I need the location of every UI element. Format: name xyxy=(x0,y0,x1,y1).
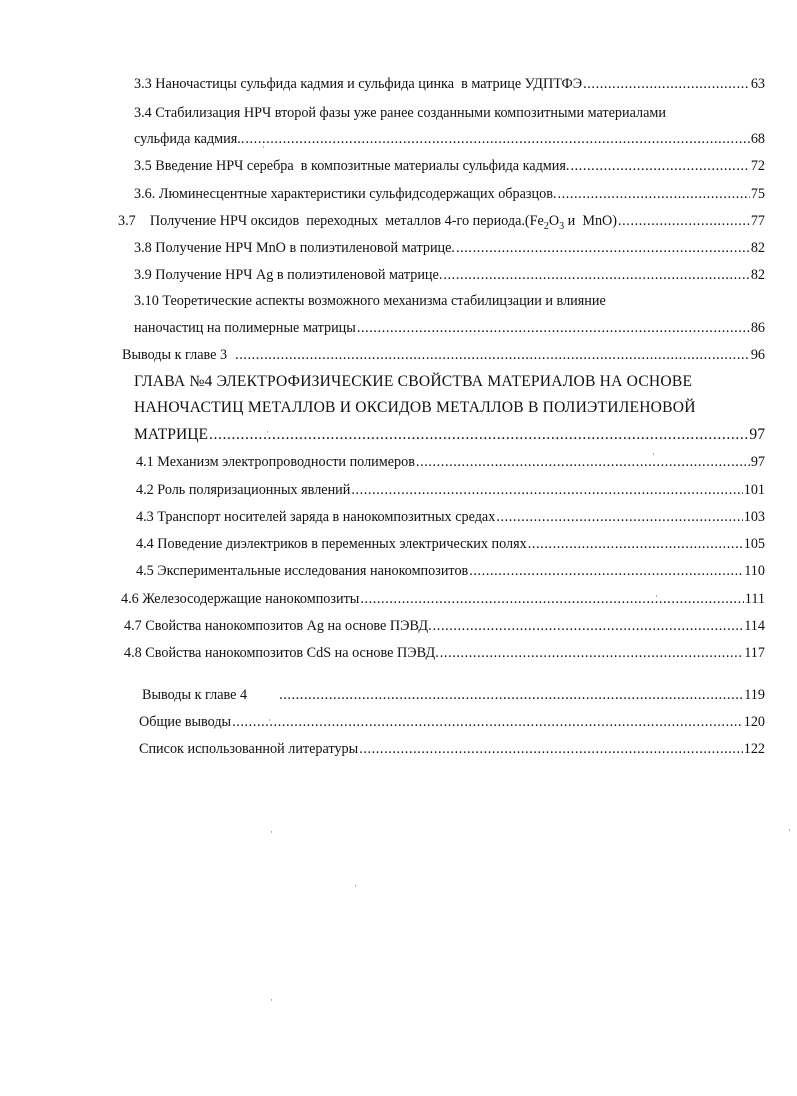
toc-entry-title: 3.7 Получение НРЧ оксидов переходных металлов 4-го $периода.(Fe_2O_3$ и MnO) xyxy=(118,213,618,232)
toc-entry-4-7[interactable] xyxy=(124,617,765,635)
leader-dots xyxy=(618,212,750,230)
toc-entry-conclusions-4[interactable] xyxy=(142,686,765,704)
chapter-4-heading-line2[interactable]: НАНОЧАСТИЦ МЕТАЛЛОВ И ОКСИДОВ МЕТАЛЛОВ В ПОЛИЭТИЛЕНОВОЙ xyxy=(134,399,696,416)
toc-entry-title: сульфида кадмия.. xyxy=(134,131,245,147)
toc-page-number: 105 xyxy=(743,536,765,552)
leader-dots xyxy=(351,481,742,499)
leader-dots xyxy=(279,686,743,704)
toc-page-number: 82 xyxy=(750,267,765,283)
leader-dots xyxy=(440,644,743,662)
toc-page-number: 114 xyxy=(744,618,765,634)
toc-entry-title: 4.7 Свойства нанокомпозитов Ag на основе ПЭВД. xyxy=(124,618,432,634)
toc-entry-3-7[interactable] xyxy=(118,212,765,236)
toc-entry-3-4[interactable] xyxy=(134,130,765,148)
toc-entry-4-1[interactable] xyxy=(136,453,765,471)
leader-dots xyxy=(456,239,750,257)
toc-entry-3-6[interactable] xyxy=(134,185,765,203)
leader-dots xyxy=(433,617,744,635)
scan-speck: · xyxy=(268,715,271,725)
toc-entry-4-3[interactable] xyxy=(136,508,765,526)
toc-entry-3-4-line1[interactable]: 3.4 Стабилизация НРЧ второй фазы уже ранее созданными композитными материалами xyxy=(134,105,666,121)
toc-page-number: 75 xyxy=(750,186,765,202)
toc-entry-3-9[interactable] xyxy=(134,266,765,284)
toc-entry-3-5[interactable] xyxy=(134,157,765,175)
toc-entry-4-8[interactable] xyxy=(124,644,765,662)
toc-entry-4-2[interactable] xyxy=(136,481,765,499)
leader-dots xyxy=(469,562,743,580)
toc-page-number: 82 xyxy=(750,240,765,256)
toc-entry-3-10[interactable] xyxy=(134,319,765,337)
toc-entry-4-4[interactable] xyxy=(136,535,765,553)
toc-entry-title: 3.6. Люминесцентные характеристики сульфидсодержащих образцов. xyxy=(134,186,557,202)
leader-dots xyxy=(583,75,750,93)
scan-speck: · xyxy=(262,142,265,152)
toc-page-number: 77 xyxy=(750,213,765,229)
toc-entry-title: 4.5 Экспериментальные исследования нанокомпозитов xyxy=(136,563,469,579)
leader-dots xyxy=(232,713,743,731)
scan-speck: · xyxy=(652,449,655,459)
toc-page-number: 110 xyxy=(744,563,765,579)
toc-entry-title: 3.5 Введение НРЧ серебра в композитные материалы сульфида кадмия. xyxy=(134,158,570,174)
toc-entry-title: 3.3 Наночастицы сульфида кадмия и сульфида цинка в матрице УДПТФЭ xyxy=(134,76,583,92)
toc-page-number: 68 xyxy=(750,131,765,147)
toc-page-number: 86 xyxy=(750,320,765,336)
toc-page-number: 63 xyxy=(750,76,765,92)
leader-dots xyxy=(235,346,750,364)
toc-page-number: 97 xyxy=(749,426,765,443)
toc-entry-title: 3.9 Получение НРЧ Ag в полиэтиленовой матрице. xyxy=(134,267,443,283)
toc-page-number: 103 xyxy=(743,509,765,525)
toc-entry-general-conclusions[interactable] xyxy=(139,713,765,731)
scan-speck: · xyxy=(354,881,357,891)
toc-entry-3-8[interactable] xyxy=(134,239,765,257)
leader-dots xyxy=(245,130,749,148)
toc-entry-references[interactable] xyxy=(139,740,765,758)
chapter-4-heading-line1[interactable]: ГЛАВА №4 ЭЛЕКТРОФИЗИЧЕСКИЕ СВОЙСТВА МАТЕРИАЛОВ НА ОСНОВЕ xyxy=(134,373,693,390)
leader-dots xyxy=(528,535,743,553)
leader-dots xyxy=(360,590,743,608)
toc-page-number: 119 xyxy=(744,687,765,703)
leader-dots xyxy=(496,508,742,526)
toc-entry-3-3[interactable] xyxy=(134,75,765,93)
toc-entry-title: Выводы к главе 3 xyxy=(122,347,228,363)
leader-dots xyxy=(416,453,750,471)
toc-entry-title: 4.3 Транспорт носителей заряда в нанокомпозитных средах xyxy=(136,509,496,525)
toc-entry-3-10-line1[interactable]: 3.10 Теоретические аспекты возможного механизма стабилицзации и влияние xyxy=(134,293,606,309)
scan-speck: · xyxy=(270,995,273,1005)
leader-dots xyxy=(570,157,749,175)
toc-entry-title: 4.2 Роль поляризационных явлений xyxy=(136,482,351,498)
scan-speck: · xyxy=(266,427,269,437)
toc-entry-title: Общие выводы xyxy=(139,714,232,730)
scan-speck: · xyxy=(270,827,273,837)
toc-entry-chapter-4[interactable] xyxy=(134,426,765,444)
toc-entry-title: МАТРИЦЕ xyxy=(134,426,209,443)
toc-page-number: 111 xyxy=(744,591,765,607)
toc-entry-title: наночастиц на полимерные матрицы xyxy=(134,320,356,336)
leader-dots xyxy=(443,266,749,284)
toc-page-number: 122 xyxy=(743,741,765,757)
toc-entry-conclusions-3[interactable] xyxy=(122,346,765,364)
toc-entry-4-5[interactable] xyxy=(136,562,765,580)
toc-entry-4-6[interactable] xyxy=(121,590,765,608)
toc-page-number: 72 xyxy=(750,158,765,174)
leader-dots xyxy=(557,185,749,203)
toc-entry-title: Список использованной литературы xyxy=(139,741,359,757)
leader-dots xyxy=(359,740,743,758)
toc-entry-title: Выводы к главе 4 xyxy=(142,687,248,703)
toc-entry-title: 4.6 Железосодержащие нанокомпозиты xyxy=(121,591,360,607)
scan-speck: · xyxy=(788,825,791,835)
toc-entry-title: 4.1 Механизм электропроводности полимеров xyxy=(136,454,415,470)
toc-page-number: 120 xyxy=(743,714,765,730)
leader-dots xyxy=(209,426,748,444)
toc-page-number: 117 xyxy=(744,645,765,661)
leader-dots xyxy=(357,319,750,337)
toc-page-number: 96 xyxy=(750,347,765,363)
toc-entry-title: 3.8 Получение НРЧ MnO в полиэтиленовой матрице. xyxy=(134,240,455,256)
toc-page-number: 101 xyxy=(743,482,765,498)
scan-speck: · xyxy=(655,591,658,601)
toc-entry-title: 4.8 Свойства нанокомпозитов CdS на основе ПЭВД. xyxy=(124,645,439,661)
toc-entry-title: 4.4 Поведение диэлектриков в переменных электрических полях xyxy=(136,536,527,552)
toc-page-number: 97 xyxy=(750,454,765,470)
